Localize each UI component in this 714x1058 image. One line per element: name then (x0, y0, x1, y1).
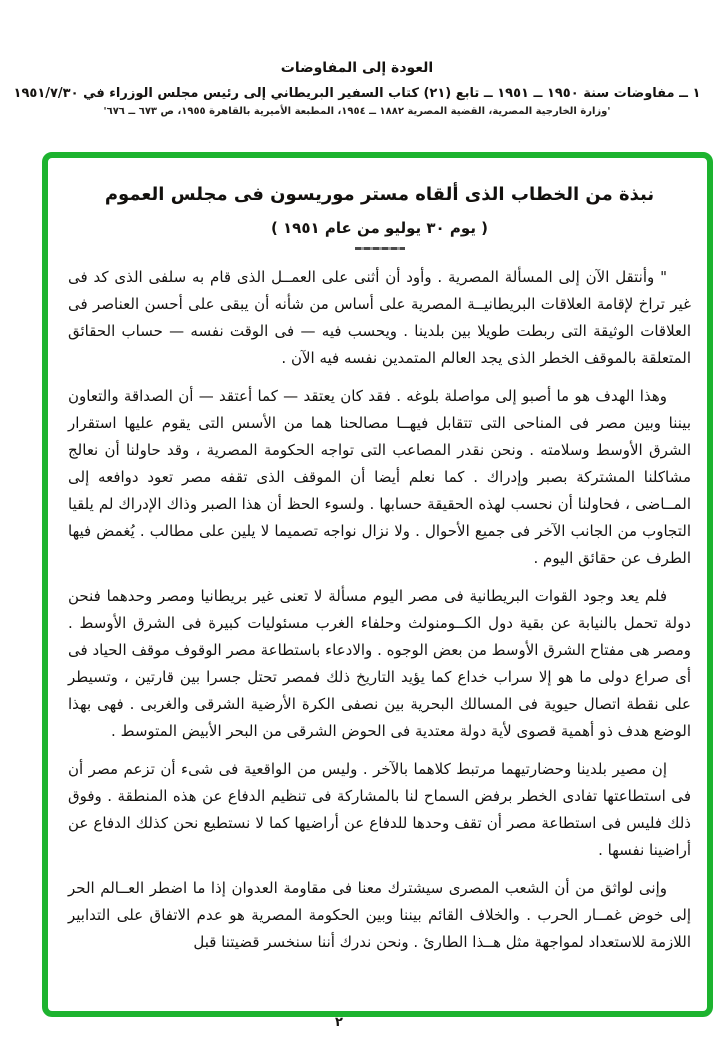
section-heading: العودة إلى المفاوضات (280, 60, 434, 76)
green-border-frame (42, 152, 713, 1017)
paragraph: " وأنتقل الآن إلى المسألة المصرية . وأود أن أثنى على العمــل الذى قام به سلفى الذى كد فى غير تراخ لإقامة العلاقات البريطانيــة المصرية على أساس من شأنه أن يبقى على أحسن العناصر فى العلاقات الوثيقة التى ربطت طويلا بين بلدينا . ويحسب فيه — فى الوقت نفسه — حساب الحقائق المتعلقة بالموقف الخطر الذى يجد العالم المتمدين نفسه فيه الآن . (68, 268, 691, 367)
title-divider (355, 247, 405, 250)
speech-body (68, 264, 691, 956)
source-citation: 'وزارة الخارجية المصرية، القضية المصرية ١٨٨٢ ــ ١٩٥٤، المطبعة الأميرية بالقاهرة ١٩٥٥، ص ٦٧٣ ــ ٦٧٦' (103, 106, 611, 117)
paragraph: وإنى لواثق من أن الشعب المصرى سيشترك معنا فى مقاومة العدوان إذا ما اضطر العــالم الحر إلى خوض غمــار الحرب . والخلاف القائم بيننا وبين الحكومة المصرية هو عدم الاتفاق على التدابير اللازمة للاستعداد لمواجهة مثل هــذا الطارئ . ونحن ندرك أننا سنخسر قضيتنا قبل (68, 879, 691, 951)
speech-date: ( يوم ٣٠ يوليو من عام ١٩٥١ ) (270, 219, 489, 237)
paragraph: فلم يعد وجود القوات البريطانية فى مصر اليوم مسألة لا تعنى غير بريطانيا ومصر وحدهما فنحن دولة تحمل بالنيابة عن بقية دول الكــومنولث وحلفاء الغرب مسئوليات كبيرة فى الشرق الأوسط . ومصر هى مفتاح الشرق الأوسط من بعض الوجوه . والادعاء باستطاعة مصر الوقوف موقف الحياد فى أى صراع دولى ما هو إلا سراب خداع كما يؤيد التاريخ ذلك فمصر تحتل جسرا بين قارتين ، وتسيطر على نقطة اتصال حيوية فى المسالك البحرية بين نصفى الكرة الأرضية الشرقى والغربى . فهى بهذا الوضع هدف ذو أهمية قصوى لأية دولة معتدية فى الحوض الشرقى من البحر الأبيض المتوسط . (68, 587, 691, 740)
page-header (0, 60, 714, 117)
speech-title: نبذة من الخطاب الذى ألقاه مستر موريسون فى مجلس العموم (104, 184, 655, 205)
reference-line: ١ ــ مفاوضات سنة ١٩٥٠ ــ ١٩٥١ ــ تابع (٢١) كتاب السفير البريطاني إلى رئيس مجلس الوزراء في ١٩٥١/٧/٣٠ (13, 86, 701, 101)
page-number: ٢ (335, 1015, 343, 1030)
paragraph: إن مصير بلدينا وحضارتيهما مرتبط كلاهما بالآخر . وليس من الواقعية فى شىء أن تزعم مصر أن فى استطاعتها تفادى الخطر برفض السماح لنا بالمشاركة فى تنظيم الدفاع عن هذه المنطقة . وفوق ذلك فليس فى استطاعة مصر أن تقف وحدها للدفاع عن أراضيها كما لا نستطيع نحن كذلك الدفاع عن أراضينا نفسها . (68, 760, 691, 859)
paragraph: وهذا الهدف هو ما أصبو إلى مواصلة بلوغه . فقد كان يعتقد — كما أعتقد — أن الصداقة والتعاون بيننا وبين مصر فى المناحى التى تتقابل فيهــا مصالحنا هما من الأسس التى يقوم عليها استقرار الشرق الأوسط وسلامته . ونحن نقدر المصاعب التى تواجه الحكومة المصرية ، وقد حاولنا أن نعالج مشاكلنا المشتركة بصبر وإدراك . كما نعلم أيضا أن الموقف الذى تقفه مصر تعود دوافعه إلى المــاضى ، فحاولنا أن نحسب لهذه الحقيقة حسابها . ولسوء الحظ أن هذا الصبر وذاك الإدراك لم يلقيا التجاوب من الجانب الآخر فى جميع الأحوال . ولا نزال نواجه تصميما لا يلين على مطالب . يُغمض فيها الطرف عن حقائق اليوم . (68, 387, 691, 567)
